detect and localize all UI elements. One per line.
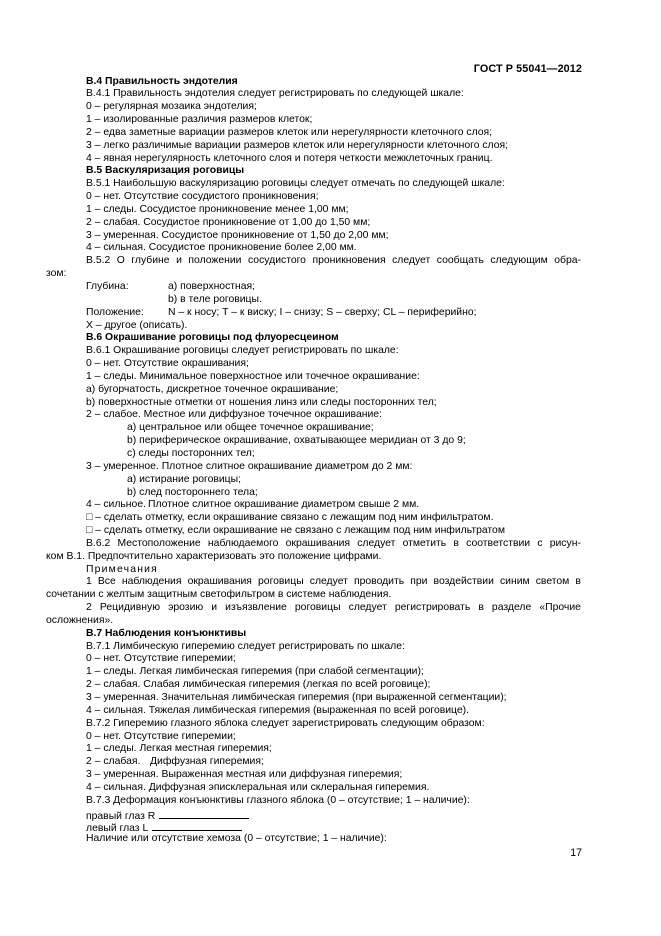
text-line-content: 2 – слабое. Местное или диффузное точечное окрашивание: bbox=[86, 409, 382, 421]
text-line bbox=[0, 422, 661, 435]
text-line-content: 1 – следы. Минимальное поверхностное или точечное окрашивание: bbox=[86, 370, 420, 382]
text-line-content: 1 – изолированные различия размеров клеток; bbox=[86, 114, 313, 126]
text-line-content: В.6.2 Местоположение наблюдаемого окрашивания следует отметить в соответствии с рисун- bbox=[86, 537, 581, 549]
fill-in-blank[interactable] bbox=[159, 808, 249, 819]
text-line-content: 2 – слабая. bbox=[86, 756, 141, 768]
text-line-content: В.5 Васкуляризация роговицы bbox=[86, 165, 245, 177]
text-line bbox=[0, 397, 661, 410]
text-line bbox=[0, 731, 661, 744]
text-line bbox=[0, 409, 661, 422]
text-line bbox=[0, 666, 661, 679]
document-body bbox=[0, 76, 661, 847]
text-line bbox=[0, 178, 661, 191]
text-line-content: В.7.2 Гиперемию глазного яблока следует зарегистрировать следующим образом: bbox=[86, 717, 485, 729]
text-line bbox=[0, 795, 661, 808]
text-line bbox=[0, 551, 661, 564]
text-line bbox=[0, 371, 661, 384]
text-line-content: 0 – нет. Отсутствие окрашивания; bbox=[86, 358, 249, 370]
text-line-content: b) периферическое окрашивание, охватывающее меридиан от 3 до 9; bbox=[127, 435, 466, 447]
text-line bbox=[0, 718, 661, 731]
standard-header: ГОСТ Р 55041—2012 bbox=[473, 63, 582, 75]
text-line-content: сочетании с желтым защитным светофильтром в системе наблюдения. bbox=[46, 589, 392, 601]
text-line-content: правый глаз R bbox=[86, 808, 249, 824]
text-line-content-2: Диффузная гиперемия; bbox=[150, 756, 264, 768]
text-line-content: 3 – умеренная. Сосудистое проникновение от 1,50 до 2,00 мм; bbox=[86, 229, 389, 241]
text-line bbox=[0, 242, 661, 255]
text-line-content: 4 – сильное. bbox=[86, 499, 146, 511]
text-line-content: а) центральное или общее точечное окрашивание; bbox=[127, 422, 374, 434]
text-line-content: В.5.2 О глубине и положении сосудистого проникновения следует сообщать следующим обра- bbox=[86, 255, 581, 267]
text-line bbox=[0, 101, 661, 114]
text-line-content: ком В.1. Предпочтительно характеризовать это положение цифрами. bbox=[46, 550, 382, 562]
text-line bbox=[0, 833, 661, 846]
text-line bbox=[0, 435, 661, 448]
text-line-content-2: а) поверхностная; bbox=[168, 281, 256, 292]
text-line-content: зом: bbox=[46, 268, 67, 280]
text-line bbox=[0, 769, 661, 782]
text-line bbox=[0, 140, 661, 153]
text-line bbox=[0, 320, 661, 333]
text-line-content: Положение: bbox=[86, 306, 144, 318]
text-line-content: 4 – сильная. Диффузная эписклеральная или склеральная гиперемия. bbox=[86, 781, 430, 793]
page-number: 17 bbox=[570, 847, 582, 859]
text-line bbox=[0, 679, 661, 692]
text-line-content: В.4 Правильность эндотелия bbox=[86, 75, 238, 87]
text-line bbox=[0, 230, 661, 243]
text-line-content: 0 – регулярная мозаика эндотелия; bbox=[86, 101, 257, 113]
text-line-content: b) след постороннего тела; bbox=[127, 486, 258, 498]
text-line bbox=[0, 512, 661, 525]
text-line bbox=[0, 589, 661, 602]
text-line bbox=[0, 384, 661, 397]
text-line-content: В.7 Наблюдения конъюнктивы bbox=[86, 627, 247, 639]
text-line-content-2: Плотное слитное окрашивание диаметром свыше 2 мм. bbox=[148, 499, 420, 511]
text-line bbox=[0, 345, 661, 358]
text-line bbox=[0, 474, 661, 487]
text-line-content: 0 – нет. Отсутствие сосудистого проникновения; bbox=[86, 191, 319, 203]
text-line-content: b) в теле роговицы. bbox=[168, 293, 262, 305]
text-line bbox=[0, 281, 661, 294]
text-line bbox=[0, 191, 661, 204]
text-line-content: 2 – слабая. Сосудистое проникновение от 1,00 до 1,50 мм; bbox=[86, 216, 371, 228]
text-line bbox=[0, 641, 661, 654]
text-line-content: В.7.1 Лимбическую гиперемию следует регистрировать по шкале: bbox=[86, 640, 405, 652]
text-line bbox=[0, 217, 661, 230]
text-line bbox=[0, 487, 661, 500]
fill-in-blank[interactable] bbox=[152, 820, 242, 831]
text-line bbox=[0, 564, 661, 577]
text-line-content: 0 – нет. Отсутствие гиперемии; bbox=[86, 653, 236, 665]
text-line-content: 4 – сильная. Тяжелая лимбическая гиперемия (выраженная по всей роговице). bbox=[86, 704, 470, 716]
text-line-content: □ – сделать отметку, если окрашивание не связано с лежащим под ним инфильтратом bbox=[86, 525, 505, 537]
text-line bbox=[0, 127, 661, 140]
text-line-content: 4 – сильная. Сосудистое проникновение более 2,00 мм. bbox=[86, 242, 357, 254]
text-line-content: осложнения». bbox=[46, 614, 114, 626]
text-line-content: В.4.1 Правильность эндотелия следует регистрировать по следующей шкале: bbox=[86, 88, 464, 100]
section-heading bbox=[0, 628, 661, 641]
text-line-content: 0 – нет. Отсутствие гиперемии; bbox=[86, 730, 236, 742]
text-line bbox=[0, 692, 661, 705]
text-line-content: 3 – умеренная. Значительная лимбическая гиперемия (при выраженной сегментации); bbox=[86, 692, 507, 703]
text-line-content: 3 – умеренное. Плотное слитное окрашивание диаметром до 2 мм: bbox=[86, 460, 413, 472]
text-line-content: В.6.1 Окрашивание роговицы следует регистрировать по шкале: bbox=[86, 345, 399, 357]
text-line-content: □ – сделать отметку, если окрашивание связано с лежащим под ним инфильтратом. bbox=[86, 512, 494, 524]
text-line-content: 4 – явная нерегулярность клеточного слоя и потеря четкости межклеточных границ. bbox=[86, 152, 493, 164]
text-line-content: 1 – следы. Сосудистое проникновение менее 1,00 мм; bbox=[86, 203, 349, 215]
text-line bbox=[0, 602, 661, 615]
section-heading bbox=[0, 76, 661, 89]
text-line bbox=[0, 653, 661, 666]
text-line bbox=[0, 294, 661, 307]
text-line bbox=[0, 307, 661, 320]
text-line-content: В.6 Окрашивание роговицы под флуоресцеином bbox=[86, 332, 339, 344]
section-heading bbox=[0, 332, 661, 345]
text-line bbox=[0, 204, 661, 217]
text-line-content: В.5.1 Наибольшую васкуляризацию роговицы следует отмечать по следующей шкале: bbox=[86, 178, 505, 190]
text-line bbox=[0, 255, 661, 268]
text-line-content: 2 Рецидивную эрозию и изъязвление роговицы следует регистрировать в разделе «Прочие bbox=[86, 602, 581, 614]
text-line-content: X – другое (описать). bbox=[86, 319, 188, 331]
text-line-content: с) следы посторонних тел; bbox=[127, 447, 255, 459]
text-line-content: b) поверхностные отметки от ношения линз или следы посторонних тел; bbox=[86, 396, 437, 408]
text-line bbox=[0, 538, 661, 551]
text-line bbox=[0, 114, 661, 127]
text-line bbox=[0, 705, 661, 718]
text-line-content: В.7.3 Деформация конъюнктивы глазного яблока (0 – отсутствие; 1 – наличие): bbox=[86, 794, 470, 806]
text-line bbox=[0, 499, 661, 512]
text-line-content: 3 – умеренная. Выраженная местная или диффузная гиперемия; bbox=[86, 769, 403, 781]
text-line-content: 1 Все наблюдения окрашивания роговицы следует проводить при воздействии синим светом в bbox=[86, 576, 581, 588]
text-line-content: 2 – слабая. Слабая лимбическая гиперемия (легкая по всей роговице); bbox=[86, 679, 431, 691]
text-line-content-2: N – к носу; T – к виску; I – снизу; S – сверху; CL – периферийно; bbox=[168, 306, 477, 318]
section-heading bbox=[0, 165, 661, 178]
text-line-content: 2 – едва заметные вариации размеров клеток или нерегулярности клеточного слоя; bbox=[86, 126, 493, 138]
text-line bbox=[0, 461, 661, 474]
text-line bbox=[0, 358, 661, 371]
text-line bbox=[0, 743, 661, 756]
text-line bbox=[0, 820, 661, 833]
text-line-content: 1 – следы. Легкая местная гиперемия; bbox=[86, 743, 272, 755]
text-line bbox=[0, 88, 661, 101]
text-line-content: а) бугорчатость, дискретное точечное окрашивание; bbox=[86, 383, 339, 395]
text-line-content: 3 – легко различимые вариации размеров клеток или нерегулярности клеточного слоя; bbox=[86, 139, 509, 151]
text-line bbox=[0, 782, 661, 795]
text-line-content: левый глаз L bbox=[86, 820, 242, 836]
text-line bbox=[0, 525, 661, 538]
text-line-content: Примечания bbox=[86, 563, 158, 575]
text-line bbox=[0, 756, 661, 769]
text-line bbox=[0, 268, 661, 281]
text-line bbox=[0, 615, 661, 628]
text-line-content: Наличие или отсутствие хемоза (0 – отсутствие; 1 – наличие): bbox=[86, 833, 387, 845]
text-line bbox=[0, 576, 661, 589]
text-line-content: Глубина: bbox=[86, 281, 129, 292]
text-line-content: 1 – следы. Легкая лимбическая гиперемия (при слабой сегментации); bbox=[86, 666, 424, 678]
text-line-content: а) истирание роговицы; bbox=[127, 473, 241, 485]
text-line bbox=[0, 448, 661, 461]
text-line bbox=[0, 808, 661, 821]
text-line bbox=[0, 153, 661, 166]
